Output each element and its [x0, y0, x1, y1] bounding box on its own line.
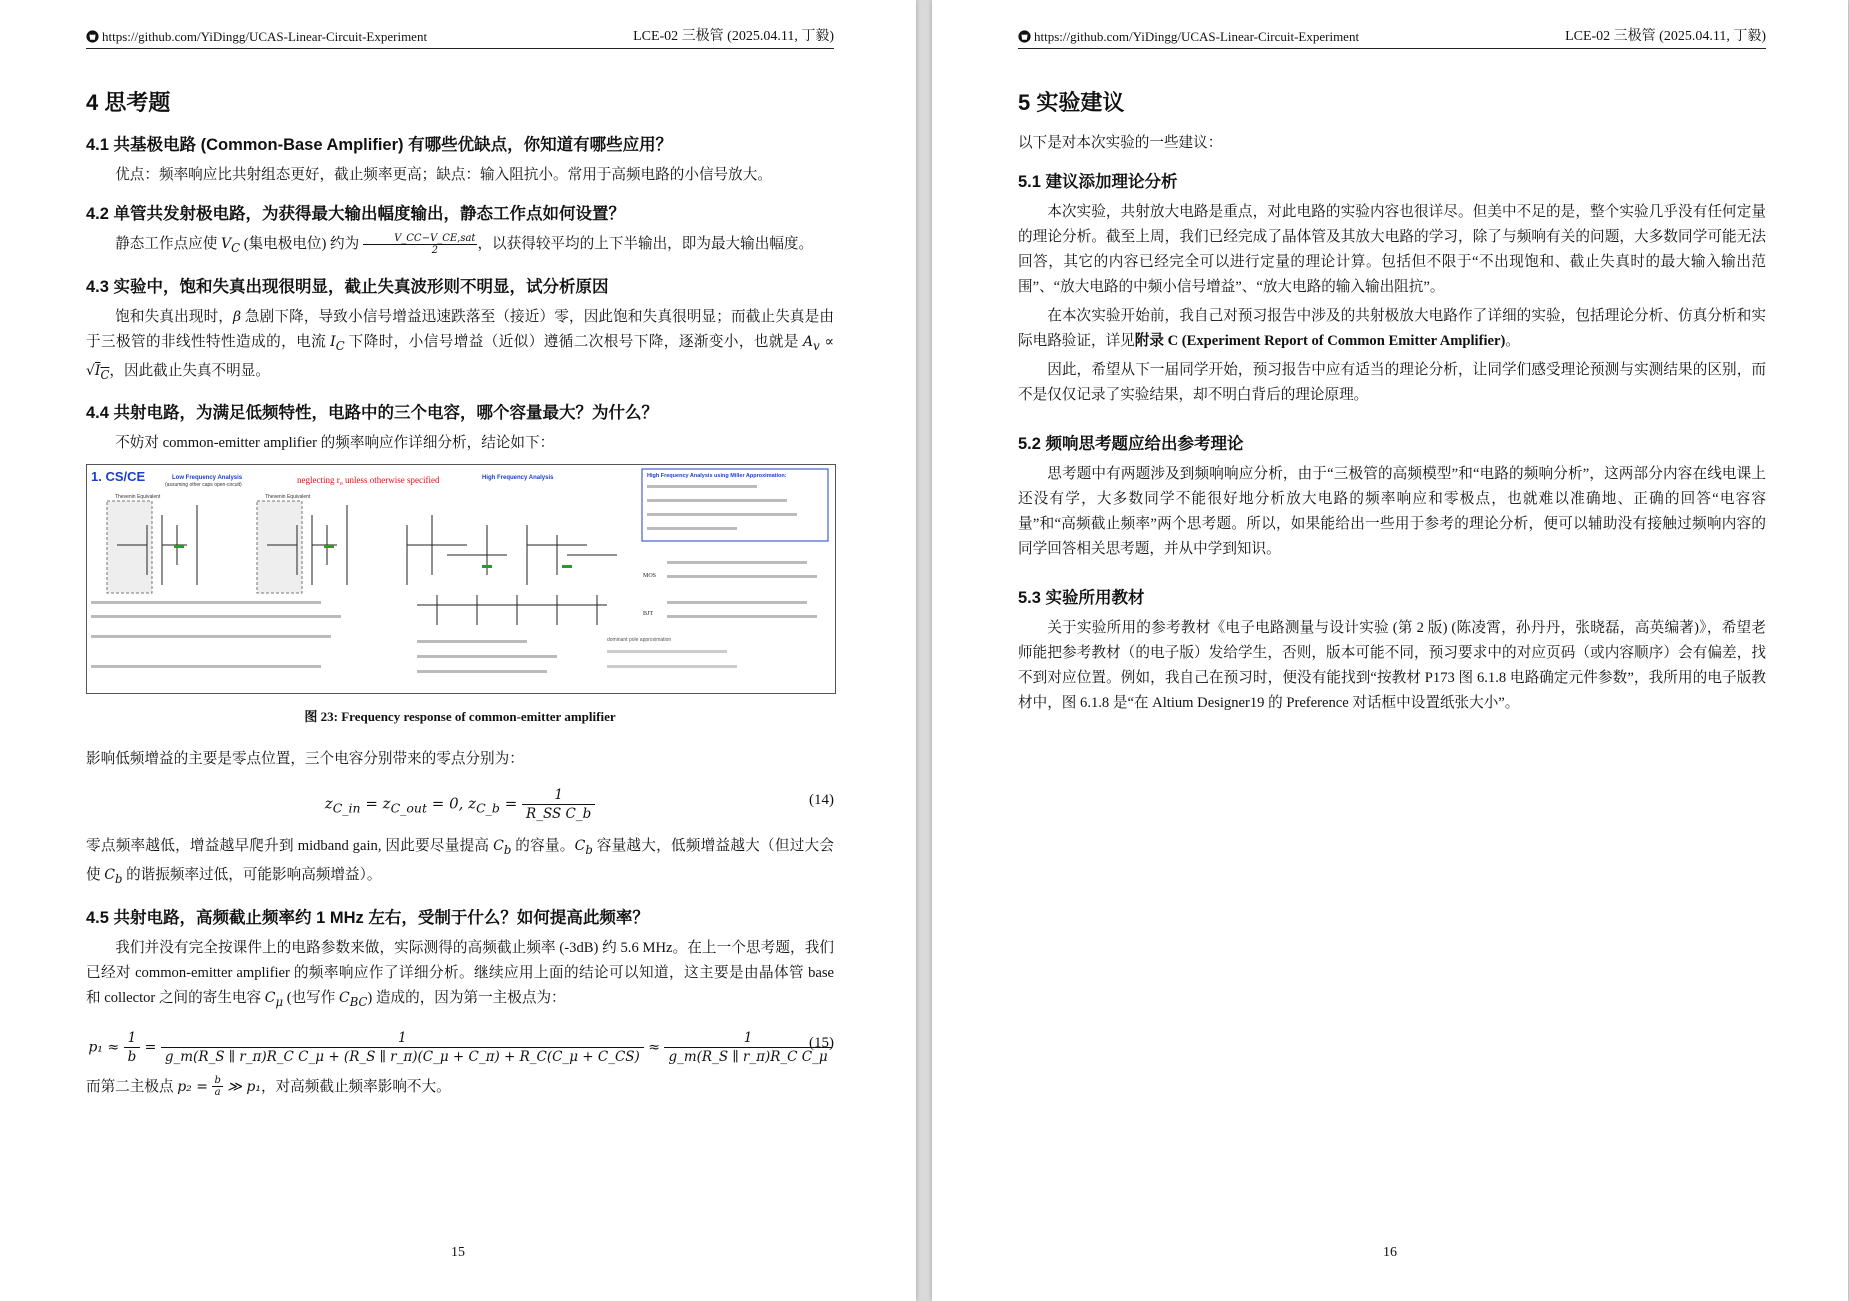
page-16 — [932, 0, 1848, 1301]
fraction: $\frac{\text{V\_CC−V\_CE,sat}}{2}$ — [363, 233, 478, 256]
equation-number: (15) — [809, 1034, 834, 1051]
page-content — [1018, 82, 1766, 720]
repo-link[interactable]: https://github.com/YiDingg/UCAS-Linear-Circuit-Experiment — [102, 29, 428, 44]
paragraph: 饱和失真出现时，β 急剧下降，导致小信号增益迅速跌落至（接近）零，因此饱和失真很明显；而截止失真是由于三极管的非线性特性造成的，电流 $I_C$ 下降时，小信号增益（近似）遵循二次根号下降，逐渐变小，也就是 $A_v \propto √I_C$，因此截止失真不明显。 — [86, 308, 834, 382]
subsection-4-4-title: 4.4 共射电路，为满足低频特性，电路中的三个电容，哪个容量最大？为什么？ — [86, 404, 659, 423]
frequency-response-figure — [86, 464, 836, 694]
paragraph: 本次实验，共射放大电路是重点，对此电路的实验内容也很详尽。但美中不足的是，整个实验几乎没有任何定量的理论分析。截至上周，我们已经完成了晶体管及其放大电路的学习，除了与频响有关的问题，大多数同学可能无法回答，其它的内容已经完全可以进行定量的理论计算。包括但不限于“不出现饱和、截止失真时的最大输入输出范围”、“放大电路的中频小信号增益”、“放大电路的输入输出阻抗”。 — [1018, 204, 1766, 295]
subsection-4-2-title: 4.2 单管共发射极电路，为获得最大输出幅度输出，静态工作点如何设置？ — [86, 205, 626, 223]
equation-number: (14) — [809, 792, 834, 809]
bjt-label: BJT — [643, 611, 654, 618]
appendix-link[interactable]: 附录 C (Experiment Report of Common Emitter Amplifier) — [1134, 333, 1506, 349]
low-frequency-note: (assuming other caps open-circuit) — [165, 482, 242, 489]
paragraph: 而第二主极点 p₂ = $\frac{b}{a}$ ≫ p₁，对高频截止频率影响不大。 — [86, 1075, 451, 1099]
header-tag: LCE-02 三极管 (2025.04.11, 丁毅) — [633, 29, 834, 44]
page-content — [86, 82, 834, 1104]
paragraph: 不妨对 common-emitter amplifier 的频率响应作详细分析，结论如下： — [115, 435, 555, 452]
paragraph: 关于实验所用的参考教材《电子电路测量与设计实验 (第 2 版) (陈凌霄，孙丹丹，张晓磊，高英编著)》，希望老师能把参考教材（的电子版）发给学生，否则，版本可能不同，预习要求中的对应页码（或内容顺序）会有偏差，找不到对应位置。例如，我自己在预习时，便没有能找到“按教材 P173 图 6.1.8 电路确定元件参数”，我所用的电子版教材中，图 6.1.8 是“在 Altium Designer19 的 Preference 对话框中设置纸张大小”。 — [1018, 620, 1766, 711]
section-title: 5 实验建议 — [1018, 90, 1125, 115]
section-title: 4 思考题 — [86, 90, 171, 115]
figure-label: 1. CS/CE — [91, 469, 146, 485]
page-number: 16 — [1383, 1245, 1397, 1260]
dominant-pole-label: dominant pole approximation — [607, 637, 672, 644]
subsection-4-1-title: 4.1 共基极电路 (Common-Base Amplifier) 有哪些优缺点，你知道有哪些应用？ — [86, 136, 673, 154]
thevenin-label: Thevenin Equivalent — [115, 494, 161, 501]
paragraph: 零点频率越低，增益越早爬升到 midband gain, 因此要尽量提高 $C_b$ 的容量。$C_b$ 容量越大，低频增益越大（但过大会使 $C_b$ 的谐振频率过低，可能影响高频增益）。 — [86, 838, 834, 886]
repo-link[interactable]: https://github.com/YiDingg/UCAS-Linear-Circuit-Experiment — [1034, 29, 1360, 44]
low-frequency-label: Low Frequency Analysis — [172, 475, 243, 482]
equation-14: $z_{C\_in} = z_{C\_out} = 0$, $z_{C\_b}$ = $\frac{1}{\text{R\_SS C\_b}}$ (14) — [324, 787, 834, 823]
high-frequency-label: High Frequency Analysis — [482, 475, 554, 482]
subsection-4-5-title: 4.5 共射电路，高频截止频率约 1 MHz 左右，受制于什么？如何提高此频率？ — [86, 908, 649, 927]
subsection-5-2-title: 5.2 频响思考题应给出参考理论 — [1018, 435, 1244, 453]
thevenin-label: Thevenin Equivalent — [265, 494, 311, 501]
paragraph: 思考题中有两题涉及到频响响应分析，由于“三极管的高频模型”和“电路的频响分析”，这两部分内容在线电课上还没有学，大多数同学不能很好地分析放大电路的频率响应和零极点，也就难以准确地、正确的回答“电容容量”和“高频截止频率”两个思考题。所以，如果能给出一些用于参考的理论分析，便可以辅助没有接触过频响内容的同学回答相关思考题，并从中学到知识。 — [1018, 466, 1766, 557]
paragraph: 以下是对本次实验的一些建议： — [1018, 135, 1223, 151]
miller-label: High Frequency Analysis using Miller Approximation: — [647, 473, 787, 480]
figure-caption: 图 23: Frequency response of common-emitter amplifier — [304, 709, 616, 725]
math-vc: $V_C$ — [221, 236, 241, 255]
paragraph: 我们并没有完全按课件上的电路参数来做，实际测得的高频截止频率 (-3dB) 约 5.6 MHz。在上一个思考题，我们已经对 common-emitter amplifier 的频率响应作了详细分析。继续应用上面的结论可以知道，这主要是由晶体管 base 和 collector 之间的寄生电容 $C_\mu$ (也写作 $C_{BC}$) 造成的，因为第一主极点为： — [86, 939, 834, 1009]
page-15 — [0, 0, 916, 1301]
neglecting-note: neglecting $r_o$ unless otherwise specified — [297, 475, 440, 488]
subsection-5-1-title: 5.1 建议添加理论分析 — [1018, 173, 1178, 191]
paragraph: 在本次实验开始前，我自己对预习报告中涉及的共射极放大电路作了详细的实验，包括理论分析、仿真分析和实际电路验证，详见附录 C (Experiment Report of Common Emitter Amplifier)。 — [1018, 308, 1766, 349]
paragraph: 静态工作点应使 $V_C$ (集电极电位) 约为 $\frac{\text{V\_CC−V\_CE,sat}}{2}$ ，以获得较平均的上下半输出，即为最大输出幅度。 — [115, 233, 814, 257]
github-icon — [1018, 30, 1031, 43]
equation-15: p₁ ≈ $\frac{1}{b}$ = 1 g_m(R_S ∥ r_π)R_C C_μ + (R_S ∥ r_π)(C_μ + C_π) + R_C(C_μ + C_CS) ≈ $\frac{1}{\text{g\_m(R\_S ∥ r\_π)R\_C C\_μ}}$ (15) — [88, 1029, 834, 1065]
mos-label: MOS — [643, 573, 657, 580]
subsection-4-3-title: 4.3 实验中，饱和失真出现很明显，截止失真波形则不明显，试分析原因 — [86, 277, 609, 296]
paragraph: 影响低频增益的主要是零点位置，三个电容分别带来的零点分别为： — [86, 751, 524, 768]
github-icon — [86, 30, 99, 43]
subsection-5-3-title: 5.3 实验所用教材 — [1018, 589, 1145, 607]
page-header — [86, 26, 834, 49]
paragraph: 因此，希望从下一届同学开始，预习报告中应有适当的理论分析，让同学们感受理论预测与实测结果的区别，而不是仅仅记录了实验结果，却不明白背后的理论原理。 — [1018, 362, 1766, 403]
circuit-diagram — [87, 465, 835, 693]
page-number: 15 — [451, 1245, 465, 1260]
header-tag: LCE-02 三极管 (2025.04.11, 丁毅) — [1565, 29, 1766, 44]
page-header — [1018, 26, 1766, 49]
paragraph: 优点：频率响应比共射组态更好，截止频率更高；缺点：输入阻抗小。常用于高频电路的小信号放大。 — [115, 167, 772, 183]
